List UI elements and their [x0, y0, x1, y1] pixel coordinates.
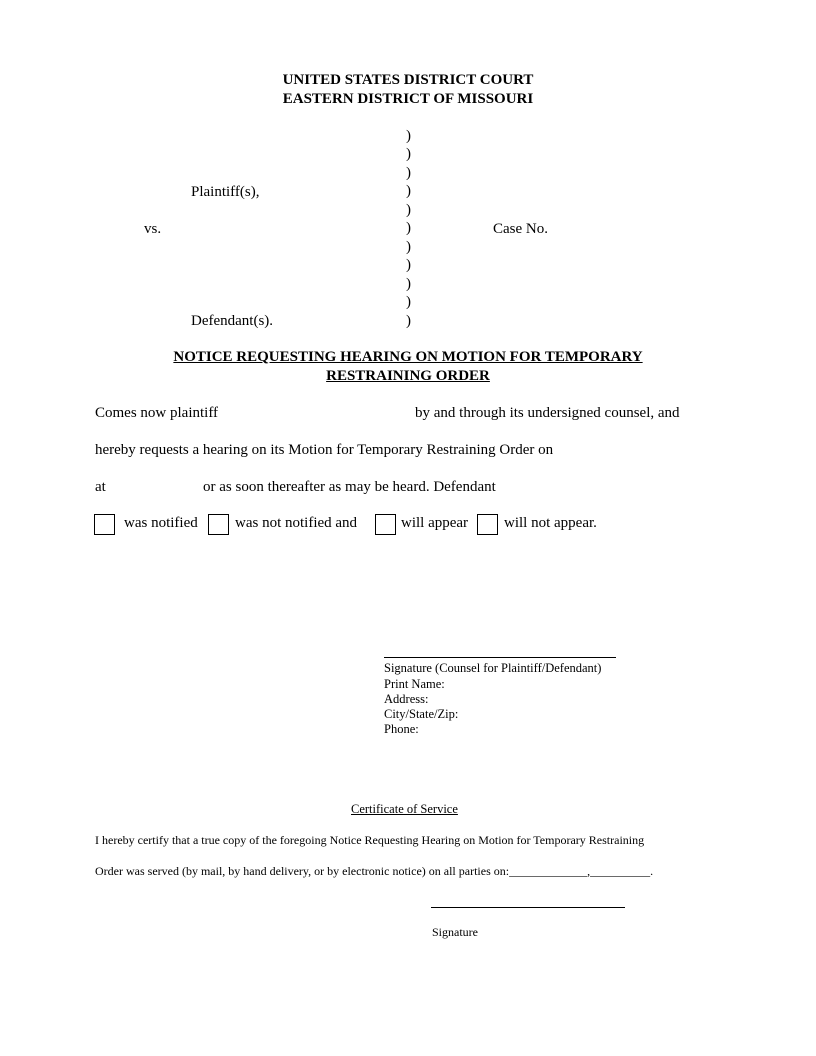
body-request-text: hereby requests a hearing on its Motion for Temporary Restraining Order on	[95, 442, 554, 458]
print-name-label: Print Name:	[384, 677, 445, 691]
certificate-signature-label: Signature	[432, 925, 478, 939]
certificate-text-line1: I hereby certify that a true copy of the foregoing Notice Requesting Hearing on Motion for Temporary Restraining	[95, 833, 645, 847]
court-district: EASTERN DISTRICT OF MISSOURI	[282, 91, 534, 107]
caption-paren: )	[406, 220, 411, 236]
was-notified-checkbox[interactable]	[94, 514, 115, 535]
caption-paren: )	[406, 165, 411, 181]
phone-label: Phone:	[384, 722, 419, 736]
caption-paren: )	[406, 202, 411, 218]
was-notified-label: was notified	[124, 515, 198, 531]
caption-paren: )	[406, 294, 411, 310]
caption-paren: )	[406, 128, 411, 144]
body-plaintiff-text: Comes now plaintiff	[95, 405, 219, 421]
body-defendant-text: or as soon thereafter as may be heard. Defendant	[203, 479, 496, 495]
case-number-label: Case No.	[493, 221, 548, 237]
will-not-appear-label: will not appear.	[504, 515, 597, 531]
was-not-notified-checkbox[interactable]	[208, 514, 229, 535]
body-at-text: at	[95, 479, 106, 495]
address-label: Address:	[384, 692, 429, 706]
will-appear-label: will appear	[401, 515, 469, 531]
signature-line[interactable]	[384, 657, 616, 658]
caption-paren: )	[406, 183, 411, 199]
caption-paren: )	[406, 239, 411, 255]
was-not-notified-label: was not notified and	[235, 515, 358, 531]
certificate-text-line2: Order was served (by mail, by hand delivery, or by electronic notice) on all parties on:_____________,__________.	[95, 864, 654, 878]
will-appear-checkbox[interactable]	[375, 514, 396, 535]
caption-paren: )	[406, 276, 411, 292]
caption-paren: )	[406, 313, 411, 329]
signature-label: Signature (Counsel for Plaintiff/Defendant)	[384, 661, 602, 675]
document-title: NOTICE REQUESTING HEARING ON MOTION FOR TEMPORARY	[173, 349, 643, 365]
caption-paren: )	[406, 257, 411, 273]
will-not-appear-checkbox[interactable]	[477, 514, 498, 535]
body-counsel-text: by and through its undersigned counsel, and	[415, 405, 680, 421]
plaintiff-label: Plaintiff(s),	[191, 184, 260, 200]
court-name: UNITED STATES DISTRICT COURT	[282, 72, 534, 88]
certificate-signature-line[interactable]	[431, 907, 625, 908]
caption-paren: )	[406, 146, 411, 162]
city-state-zip-label: City/State/Zip:	[384, 707, 459, 721]
defendant-label: Defendant(s).	[191, 313, 274, 329]
certificate-heading: Certificate of Service	[351, 802, 458, 816]
vs-label: vs.	[144, 221, 162, 237]
document-title-line2: RESTRAINING ORDER	[326, 368, 490, 384]
